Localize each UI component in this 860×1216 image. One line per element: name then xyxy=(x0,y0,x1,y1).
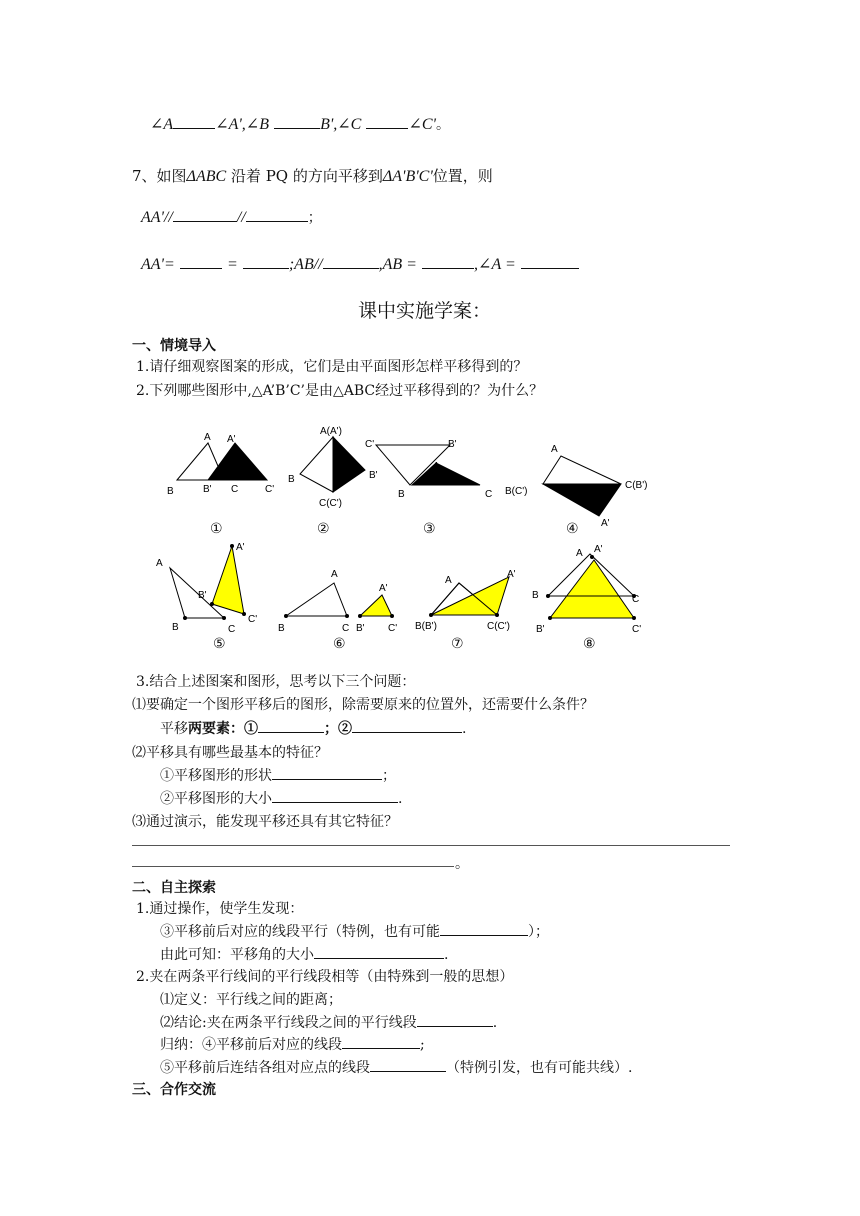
section-1-heading: 一、情境导入 xyxy=(132,338,216,354)
label-a-prime: A' xyxy=(601,518,610,529)
blank xyxy=(314,944,444,959)
blank xyxy=(180,254,222,269)
q7-prefix: 7、如图 xyxy=(132,167,187,185)
label-b: B xyxy=(398,489,405,500)
row2-angle-a: ,∠A = xyxy=(474,256,516,273)
summary-text: 归纳：④平移前后对应的线段 xyxy=(160,1037,342,1053)
figure-7 xyxy=(415,565,530,635)
feature-2 xyxy=(160,788,402,808)
blank xyxy=(323,254,379,269)
label-a: A xyxy=(445,575,452,586)
figure-label-3: ③ xyxy=(423,521,436,537)
angle-size-text: 由此可知：平移角的大小 xyxy=(160,947,314,963)
label-b: B(C') xyxy=(505,486,528,497)
figure-label-1: ① xyxy=(210,521,223,537)
label-c: C xyxy=(228,624,236,634)
conclusion-end: . xyxy=(492,1015,498,1031)
row2-ab-eq: ,AB = xyxy=(378,256,417,273)
sec2-q2: 2.夹在两条平行线间的平行线段相等（由特殊到一般的思想） xyxy=(136,969,514,985)
summary xyxy=(160,1034,425,1054)
summary-end: ; xyxy=(420,1037,425,1053)
label-a-prime: A' xyxy=(236,542,245,553)
angle-c: B',∠C xyxy=(320,116,362,133)
q7-triangle-abc: ΔABC xyxy=(186,168,227,185)
label-c: C(C') xyxy=(319,498,343,509)
row1-aa: AA'// xyxy=(141,209,173,226)
point-5-text: ⑤平移前后连结各组对应点的线段 xyxy=(160,1060,370,1076)
figure-3 xyxy=(362,433,492,503)
label-a: A xyxy=(433,461,440,472)
q7-end: 位置，则 xyxy=(432,167,493,185)
feature-1 xyxy=(160,765,396,785)
blank xyxy=(370,1057,446,1072)
blank xyxy=(243,254,289,269)
point-3-end: ）； xyxy=(528,924,549,940)
label-c: C xyxy=(485,489,492,500)
blank xyxy=(173,207,237,222)
label-b: B xyxy=(288,474,295,485)
period: 。 xyxy=(435,117,450,133)
label-a: A xyxy=(156,558,163,569)
label-a-prime: A' xyxy=(507,569,516,580)
row1-parallel: // xyxy=(236,209,246,226)
label-b-prime: B' xyxy=(536,624,545,634)
label-c-prime: C' xyxy=(365,439,375,450)
sec2-q1: 1.通过操作，使学生发现： xyxy=(136,901,304,917)
blank xyxy=(173,114,215,129)
label-a: A(A') xyxy=(320,426,342,437)
figure-label-4: ④ xyxy=(566,521,579,537)
figure-label-2: ② xyxy=(317,521,330,537)
blank xyxy=(342,1034,420,1049)
answer-line-2 xyxy=(132,866,454,867)
angle-size-end: . xyxy=(444,947,449,963)
blank xyxy=(246,207,308,222)
blank xyxy=(272,788,398,803)
label-a-prime: A' xyxy=(379,583,388,594)
label-b-prime: B' xyxy=(448,439,457,450)
label-c: C(C') xyxy=(487,621,511,632)
elements-bold: 两要素： xyxy=(188,721,244,737)
label-c-prime: C' xyxy=(248,614,258,625)
label-b: B xyxy=(167,486,174,497)
blank xyxy=(422,254,474,269)
section-2-heading: 二、自主探索 xyxy=(132,880,216,896)
label-a: A xyxy=(551,444,558,455)
point-3-text: ③平移前后对应的线段平行（特例，也有可能 xyxy=(160,924,440,940)
figure-label-6: ⑥ xyxy=(333,636,346,652)
blank xyxy=(352,718,462,733)
figure-5 xyxy=(150,538,265,634)
label-c: C xyxy=(632,594,640,605)
figure-1 xyxy=(165,428,280,500)
label-a: A xyxy=(204,432,211,443)
label-a: A xyxy=(576,548,583,559)
figure-label-8: ⑧ xyxy=(583,636,596,652)
feature-1-text: ①平移图形的形状 xyxy=(160,768,272,784)
angle-a: ∠A xyxy=(150,116,174,133)
blank xyxy=(274,114,320,129)
elements-two: ；② xyxy=(324,721,352,737)
row2-ab-parallel: ;AB// xyxy=(288,256,323,273)
figure-label-5: ⑤ xyxy=(213,636,226,652)
q7-triangle-abc-prime: ΔA'B'C' xyxy=(382,168,433,185)
answer-line-1 xyxy=(132,845,730,846)
blank xyxy=(272,765,382,780)
point-5-end: （特例引发，也有可能共线）. xyxy=(446,1060,633,1076)
figure-label-7: ⑦ xyxy=(451,636,464,652)
label-a-prime: A' xyxy=(227,434,236,445)
angle-line xyxy=(150,114,450,134)
label-b: B xyxy=(172,622,179,633)
figure-4 xyxy=(503,440,658,530)
blank xyxy=(366,114,408,129)
sec1-q3: 3.结合上述图案和图形，思考以下三个问题： xyxy=(136,674,416,690)
label-c-prime: C' xyxy=(388,623,398,634)
label-c: C xyxy=(342,623,350,634)
sec1-q3-3: ⑶通过演示，能发现平移还具有其它特征？ xyxy=(132,814,398,830)
label-b-prime: B' xyxy=(203,484,212,495)
label-a: A xyxy=(331,569,338,580)
two-elements xyxy=(160,718,466,738)
blank xyxy=(417,1012,493,1027)
q7-row-2 xyxy=(141,254,579,274)
point-3 xyxy=(160,921,549,941)
label-c: C(B') xyxy=(625,480,648,491)
label-b: B xyxy=(278,623,285,634)
q7-row-1 xyxy=(141,207,322,227)
angle-size xyxy=(160,944,448,964)
feature-1-end: ； xyxy=(382,768,396,784)
blank xyxy=(521,254,579,269)
label-c-prime: C' xyxy=(632,624,642,634)
q7-middle: 沿着 PQ 的方向平移到 xyxy=(230,167,383,185)
feature-2-text: ②平移图形的大小 xyxy=(160,791,272,807)
label-b: B(B') xyxy=(415,621,437,632)
definition: ⑴定义：平行线之间的距离； xyxy=(160,992,342,1008)
sec1-q2: 2.下列哪些图形中,△A’B’C’是由△ABC经过平移得到的？为什么？ xyxy=(136,383,544,399)
label-b-prime: B' xyxy=(356,623,365,634)
figure-6 xyxy=(272,565,412,635)
elements-prefix: 平移 xyxy=(160,721,188,737)
label-a-prime: A' xyxy=(594,544,603,555)
sec1-q3-2: ⑵平移具有哪些最基本的特征？ xyxy=(132,745,328,761)
answer-line-end: 。 xyxy=(455,856,469,872)
angle-b: ∠A',∠B xyxy=(215,116,269,133)
elements-one: ① xyxy=(244,721,258,737)
label-c-prime: C' xyxy=(265,484,275,495)
conclusion-text: ⑵结论:夹在两条平行线段之间的平行线段 xyxy=(160,1015,417,1031)
sec1-q3-1: ⑴要确定一个图形平移后的图形，除需要原来的位置外，还需要什么条件？ xyxy=(132,697,594,713)
label-c: C xyxy=(231,484,239,495)
section-3-heading: 三、合作交流 xyxy=(132,1082,216,1098)
feature-2-end: . xyxy=(398,791,403,807)
label-b-prime: B' xyxy=(369,470,378,481)
question-7 xyxy=(132,165,493,186)
elements-end: . xyxy=(462,721,467,737)
point-5 xyxy=(160,1057,632,1077)
row2-aa: AA'= xyxy=(141,256,175,273)
sec1-q1: 1.请仔细观察图案的形成，它们是由平面图形怎样平移得到的？ xyxy=(136,359,528,375)
conclusion xyxy=(160,1012,497,1032)
page-title: 课中实施学案： xyxy=(358,300,492,322)
blank xyxy=(440,921,528,936)
row1-end: ； xyxy=(307,210,322,226)
blank xyxy=(258,718,324,733)
label-b: B xyxy=(532,590,539,601)
figure-8 xyxy=(530,542,655,634)
label-b-prime: B' xyxy=(198,590,207,601)
row2-eq: = xyxy=(226,256,238,273)
angle-d: ∠C' xyxy=(408,116,436,133)
